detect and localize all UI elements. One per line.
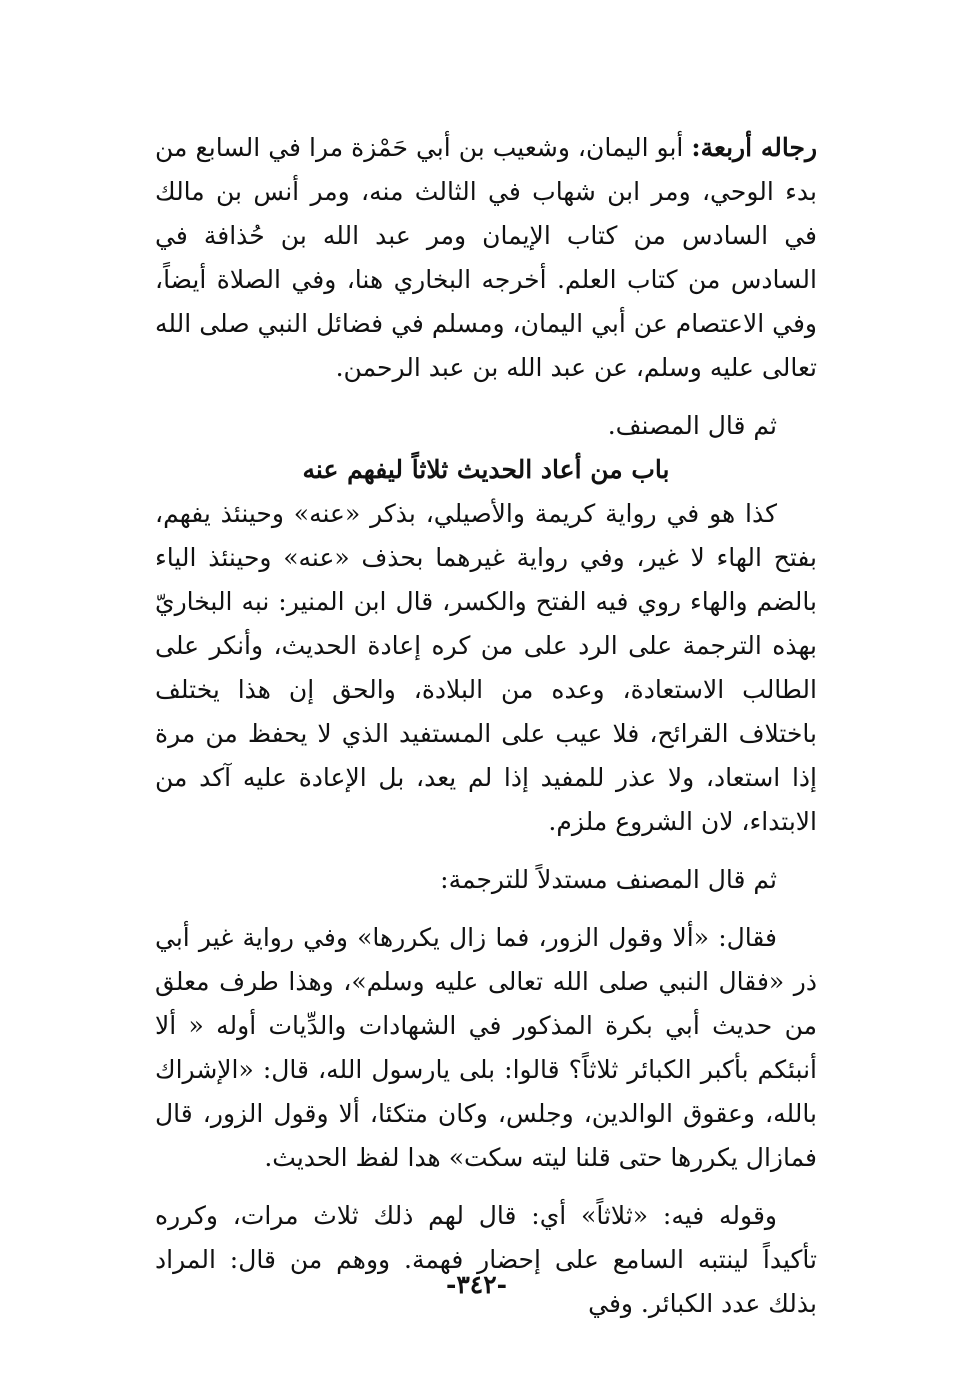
page-number: -٣٤٢- [445, 1270, 508, 1299]
narrators-lead: رجاله أربعة: [691, 133, 818, 162]
chapter-heading: باب من أعاد الحديث ثلاثاً ليفهم عنه [302, 455, 670, 484]
paragraph-hadith: فقال: «ألا وقول الزور، فما زال يكررها» وفي رواية غير أبي ذر «فقال النبي صلى الله تعالى عليه وسلم»، وهذا طرف معلق من حديث أبي بكرة المذكور في الشهادات والدِّيات أوله « ألا أنبئكم بأكبر الكبائر ثلاثاً؟ قالوا: بلى يارسول الله، قال: «الإشراك بالله، وعقوق الوالدين، وجلس، وكان متكئا، ألا وقول الزور، قال فمازال يكررها حتى قلنا ليته سكت» هدا لفظ الحديث. [155, 923, 817, 1172]
paragraph-explanation: وقوله فيه: «ثلاثاً» أي: قال لهم ذلك ثلاث مرات، وكرره تأكيداً لينتبه السامع على إحضار فهمة. ووهم من قال: المراد بذلك عدد الكبائر. وفي [155, 1201, 817, 1318]
narrators-body: أبو اليمان، وشعيب بن أبي حَمْزة مرا في السابع من بدء الوحي، ومر ابن شهاب في الثالث منه، ومر أنس بن مالك في السادس من كتاب الإيمان ومر عبد الله بن حُذافة في السادس من كتاب العلم. أخرجه البخاري هنا، وفي الصلاة أيضاً، وفي الاعتصام عن أبي اليمان، ومسلم في فضائل النبي صلى الله تعالى عليه وسلم، عن عبد الله بن عبد الرحمن. [155, 133, 817, 382]
paragraph-author-said: ثم قال المصنف. [607, 411, 777, 440]
paragraph-commentary: كذا هو في رواية كريمة والأصيلي، بذكر «عنه» وحينئذ يفهم، بفتح الهاء لا غير، وفي رواية غيرهما بحذف «عنه» وحينئذ الياء بالضم والهاء روي فيه الفتح والكسر، قال ابن المنير: نبه البخاريّ بهذه الترجمة على الرد على من كره إعادة الحديث، وأنكر على الطالب الاستعادة، وعده من البلادة، والحق إن هذا يختلف باختلاف القرائح، فلا عيب على المستفيد الذي لا يحفظ من مرة إذا استعاد، ولا عذر للمفيد إذا لم يعد، بل الإعادة عليه آكد من الابتداء، لان الشروع ملزم. [155, 499, 817, 836]
page-body [155, 126, 817, 1326]
paragraph-author-evidence: ثم قال المصنف مستدلاً للترجمة: [440, 865, 777, 894]
paragraph-narrators [155, 126, 817, 390]
